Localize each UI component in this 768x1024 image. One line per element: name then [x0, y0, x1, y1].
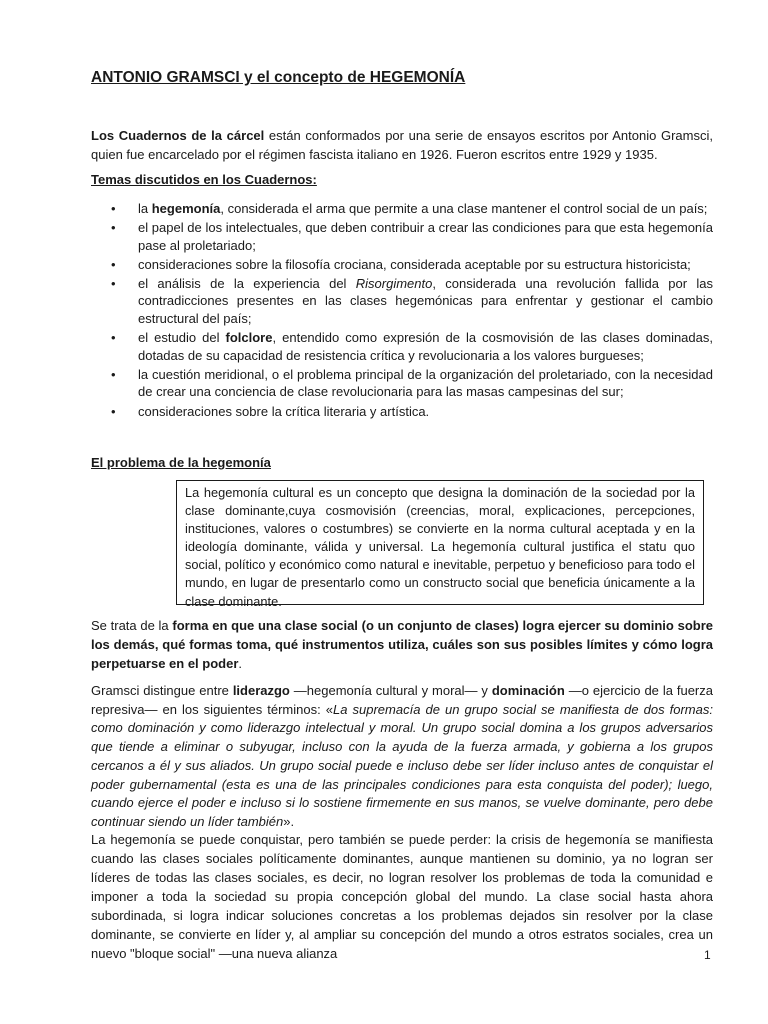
section-heading: El problema de la hegemonía	[91, 455, 271, 470]
topic-text: consideraciones sobre la crítica literaria y artística.	[138, 403, 430, 419]
list-item	[91, 366, 713, 401]
topic-text: el estudio del	[138, 330, 226, 346]
topic-text: el análisis de la experiencia del	[138, 275, 356, 291]
topic-text: consideraciones sobre la filosofía crociana, considerada aceptable por su estructura historicista;	[138, 256, 691, 272]
list-item	[91, 200, 713, 218]
topic-text: la	[138, 201, 152, 216]
list-item	[91, 219, 713, 254]
topic-text: la cuestión meridional, o el problema principal de la organización del proletariado, con la necesidad de crear una conciencia de clase revolucionaria para las masas campesinas del sur;	[138, 366, 713, 400]
paragraph-text: Gramsci distingue entre	[91, 683, 233, 698]
list-item	[91, 256, 713, 274]
paragraph-3: La hegemonía se puede conquistar, pero también se puede perder: la crisis de hegemonía se manifiesta cuando las clases sociales políticamente dominantes, aunque mantienen su dominio, ya no logran ser líderes de todas las clases sociales, es decir, no logran resolver los problemas de toda la comunidad e imponer a toda la sociedad su propia concepción global del mundo. La clase social hasta ahora subordinada, si logra indicar soluciones concretas a los problemas dejados sin resolver por la clase dominante, se convierte en líder y, al ampliar su concepción del mundo a otros estratos sociales, crea un nuevo "bloque social" —una nueva alianza	[91, 832, 713, 961]
paragraph-1	[91, 616, 713, 673]
paragraph-2	[91, 682, 713, 832]
topics-list	[91, 200, 713, 422]
document-title: ANTONIO GRAMSCI y el concepto de HEGEMONÍA	[91, 69, 466, 86]
paragraph-bold-text: liderazgo	[232, 683, 290, 698]
gramsci-quote: La supremacía de un grupo social se manifiesta de dos formas: como dominación y como liderazgo intelectual y moral. Un grupo social domina a los grupos adversarios que tiende a eliminar o subyugar, incluso con la ayuda de la fuerza armada, y gobierna a los grupos cercanos a él y sus aliados. Un grupo social puede e incluso debe ser líder incluso antes de conquistar el poder gubernamental (esta es una de las principales condiciones para esta conquista del poder); luego, cuando ejerce el poder e incluso si lo sostiene firmemente en sus manos, se vuelve dominante, pero debe continuar siendo un líder también	[91, 701, 713, 829]
topic-text: , considerada una revolución fallida por las contradicciones presentes en las clases hegemónicas para enfrentar y gestionar el cambio estructural del país;	[138, 275, 713, 327]
paragraph-text: —hegemonía cultural y moral— y	[289, 683, 492, 698]
paragraph-text: ».	[283, 813, 295, 829]
intro-text: están conformados por una serie de ensayos escritos por Antonio Gramsci, quien fue encarcelado por el régimen fascista italiano en 1926. Fueron escritos entre 1929 y 1935.	[91, 128, 713, 162]
topic-bold-text: hegemonía	[151, 201, 221, 216]
topic-text: el papel de los intelectuales, que deben contribuir a crear las condiciones para que esta hegemonía pase al proletariado;	[138, 220, 713, 253]
topic-italic-text: Risorgimento	[355, 275, 433, 291]
list-item	[91, 275, 713, 328]
paragraph-text: .	[238, 656, 243, 671]
intro-paragraph	[91, 126, 713, 164]
paragraph-bold-text: forma en que una clase social (o un conjunto de clases) logra ejercer su dominio sobre los demás, qué formas toma, qué instrumentos utiliza, cuáles son sus posibles límites y cómo logra perpetuarse en el poder	[91, 618, 713, 671]
topics-heading: Temas discutidos en los Cuadernos:	[91, 172, 317, 187]
topic-text: , considerada el arma que permite a una clase mantener el control social de un país;	[220, 201, 708, 216]
topic-text: , entendido como expresión de la cosmovisión de las clases dominadas, dotadas de su capacidad de resistencia crítica y revolucionaria a los valores burgueses;	[138, 330, 713, 363]
paragraph-text: —o ejercicio de la fuerza represiva— en los siguientes términos: «	[91, 683, 713, 717]
paragraph-text: Se trata de la	[91, 618, 173, 633]
intro-bold-text: Los Cuadernos de la cárcel	[91, 128, 265, 143]
definition-box: La hegemonía cultural es un concepto que designa la dominación de la sociedad por la clase dominante,cuya cosmovisión (creencias, moral, explicaciones, percepciones, instituciones, valores o costumbres) se convierte en la norma cultural aceptada y en la ideología dominante, válida y universal. La hegemonía cultural justifica el statu quo social, político y económico como natural e inevitable, perpetuo y beneficioso para todo el mundo, en lugar de presentarlo como un constructo social que beneficia únicamente a la clase dominante.	[176, 480, 704, 605]
paragraph-bold-text: dominación	[491, 683, 565, 698]
topic-bold-text: folclore	[225, 330, 273, 346]
page-number: 1	[704, 948, 711, 962]
list-item	[91, 403, 713, 421]
list-item	[91, 329, 713, 364]
